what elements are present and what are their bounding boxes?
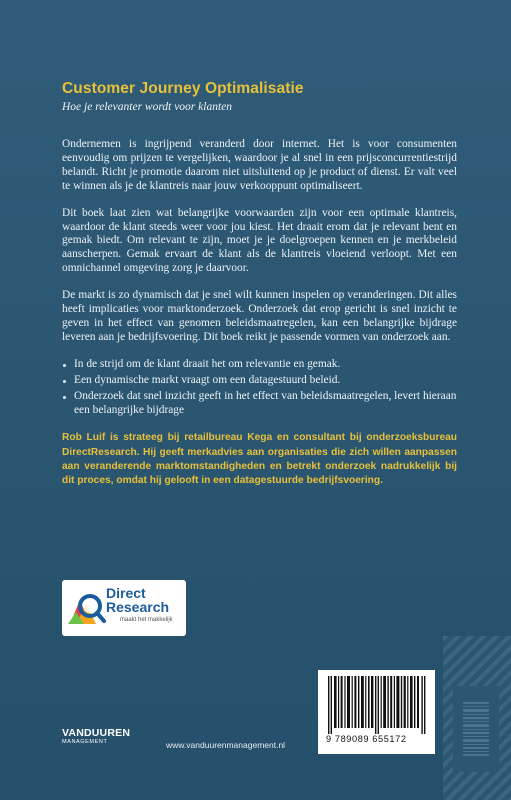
publisher-name: VANDUUREN (62, 727, 131, 739)
book-subtitle: Hoe je relevanter wordt voor klanten (62, 101, 233, 113)
publisher-logo (62, 728, 130, 746)
blurb-paragraph-2: Dit boek laat zien wat belangrijke voorwaarden zijn voor een optimale klantreis, waardoor de klant steeds weer voor jou kiest. Het draait erom dat je relevant bent en gemak biedt. Om relevant te zijn, moet je je doelgroepen kennen en je merkbeleid aanscherpen. Gemak ervaart de klant als de klantreis vloeiend verloopt. Met een omnichannel omgeving zorg je daarvoor. (62, 206, 457, 275)
blurb-paragraph-3: De markt is zo dynamisch dat je snel wilt kunnen inspelen op veranderingen. Dit alles heeft implicaties voor marktonderzoek. Onderzoek dat erop gericht is snel inzicht te geven in het effect van genomen beleidsmaatregelen, kan een belangrijke bijdrage leveren aan je bedrijfsvoering. Dit boek reikt je passende vormen van onderzoek aan. (62, 289, 457, 343)
secondary-barcode (453, 686, 499, 772)
barcode-icon (463, 702, 489, 756)
publisher-website: www.vanduurenmanagement.nl (166, 740, 286, 750)
logo-word-direct: Direct (106, 585, 146, 601)
isbn-number: 9 789089 655172 (326, 734, 407, 744)
blurb-paragraph-1: Ondernemen is ingrijpend veranderd door internet. Het is voor consumenten eenvoudig om prijzen te vergelijken, waardoor je al snel in een prijsconcurrentiestrijd belandt. Richt je promotie daarom niet uitsluitend op je product of dienst. Er valt veel te winnen als je de klantreis naar jouw verkooppunt optimaliseert. (62, 138, 457, 192)
logo-word-research: Research (106, 599, 170, 615)
key-point: Een dynamische markt vraagt om een datagestuurd beleid. (62, 374, 457, 388)
blurb (62, 138, 457, 501)
magnifier-icon (66, 590, 106, 630)
publisher-imprint: MANAGEMENT (62, 739, 108, 745)
author-bio: Rob Luif is strateeg bij retailbureau Kega en consultant bij onderzoeksbureau DirectResearch. Hij geeft merkadvies aan organisaties die zich willen aanpassen aan veranderende marktomstandigheden en betrekt onderzoek nadrukkelijk bij dit proces, omdat hij gelooft in een datagestuurde bedrijfsvoering. (62, 432, 457, 487)
isbn-barcode (318, 670, 435, 754)
book-title: Customer Journey Optimalisatie (62, 80, 304, 97)
directresearch-logo (62, 580, 186, 636)
key-point: Onderzoek dat snel inzicht geeft in het effect van beleidsmaatregelen, levert hieraan een belangrijke bijdrage (62, 390, 457, 418)
key-points-list (62, 358, 457, 418)
barcode-icon (328, 676, 426, 734)
key-point: In de strijd om de klant draait het om relevantie en gemak. (62, 358, 457, 372)
logo-tagline: maakt het makkelijk (120, 617, 173, 623)
